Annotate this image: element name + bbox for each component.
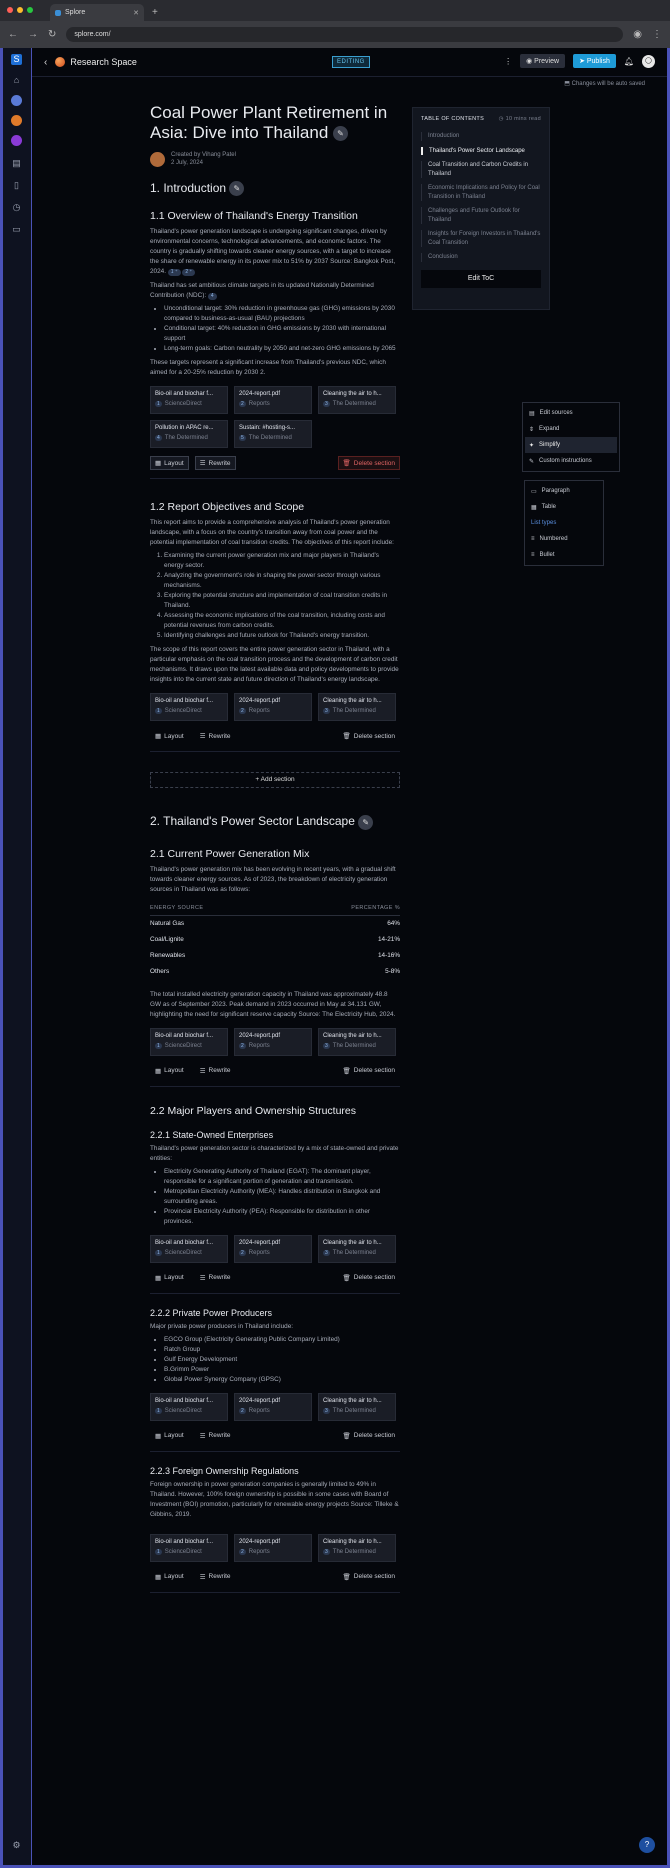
reload-icon[interactable]: ↻: [48, 29, 57, 40]
back-icon[interactable]: ‹: [44, 56, 48, 68]
rewrite-menu: [522, 402, 620, 472]
list-item: 4. Assessing the economic implications of the coal transition, including costs and potential revenues from carbon credits.: [164, 611, 400, 631]
section-actions: [150, 1429, 400, 1452]
source-card[interactable]: Cleaning the air to h... 3 The Determined: [318, 386, 396, 414]
list-item: 2. Analyzing the government's role in shaping the power sector through various mechanisms.: [164, 571, 400, 591]
settings-icon[interactable]: ⚙: [12, 1840, 21, 1850]
rewrite-button[interactable]: ☰ Rewrite: [199, 1067, 231, 1075]
edit-section-icon[interactable]: ✎: [229, 181, 244, 196]
document-body: [150, 103, 400, 1593]
subsection-heading[interactable]: 1.1 Overview of Thailand's Energy Transition: [150, 210, 358, 223]
layout-button[interactable]: ▦ Layout: [155, 1573, 184, 1581]
paragraph[interactable]: The scope of this report covers the entire power generation sector in Thailand, with a particular emphasis on the coal transition process and the development of carbon credit mechanisms. It draws upon the latest available data and policy developments to provide insights into the current state and future direction of Thailand's energy landscape.: [150, 646, 399, 684]
menu-item-numbered[interactable]: ≡ Numbered: [531, 536, 568, 542]
left-rail: [3, 48, 31, 1865]
bullet-list[interactable]: [150, 1167, 400, 1227]
autosave-status: ⬒ Changes will be auto saved: [564, 81, 645, 87]
list-item: 3. Exploring the potential structure and implementation of coal transition credits in Thailand.: [164, 591, 400, 611]
section-actions: [150, 729, 400, 752]
maximize-dot[interactable]: [27, 7, 33, 13]
source-cards: [150, 1028, 400, 1056]
help-button[interactable]: ?: [639, 1837, 655, 1853]
list-item: 5. Identifying challenges and future outlook for Thailand's energy transition.: [164, 631, 400, 641]
doc-title[interactable]: Coal Power Plant Retirement in Asia: Dive into Thailand ✎: [150, 103, 388, 142]
toc-item[interactable]: Coal Transition and Carbon Credits in Thailand: [421, 161, 541, 178]
paragraph[interactable]: Foreign ownership in power generation companies is generally limited to 49% in Thailand. However, 100% foreign ownership is possible in some cases with Board of Investment (BOI) promotion, particularly for renewable energy projects Source: Tilleke & Gibbins, 2019.: [150, 1480, 399, 1518]
paragraph[interactable]: Major private power producers in Thailand include:: [150, 1322, 294, 1330]
section-actions: [150, 1064, 400, 1087]
delete-section-button[interactable]: 🗑︎ Delete section: [342, 1432, 395, 1440]
source-cards: [150, 693, 400, 721]
toc-item[interactable]: Conclusion: [421, 253, 541, 262]
browser-menu-icon[interactable]: ⋮: [652, 29, 662, 40]
paragraph[interactable]: Thailand has set ambitious climate targets in its updated Nationally Determined Contribution (NDC): 4: [150, 282, 374, 300]
table-of-contents: TABLE OF CONTENTS ◷ 10 mins read Introduction Thailand's Power Sector Landscape Coal Transition and Carbon Credits in Thailand Economic Implications and Policy for Coal Transition in Thailand Challenges and Future Outlook for Thailand Insights for Foreign Investors in Thailand's Coal Transition Conclusion Edit ToC: [412, 107, 550, 310]
list-item: • Global Power Synergy Company (GPSC): [164, 1375, 400, 1385]
section-actions: [150, 1271, 400, 1294]
read-time: ◷ 10 mins read: [498, 116, 541, 122]
list-item: • Provincial Electricity Authority (PEA): Responsible for distribution in other provinces.: [164, 1207, 400, 1227]
source-card[interactable]: Sustain: #hosting-s... 5 The Determined: [234, 420, 312, 448]
space-avatar-icon[interactable]: [11, 95, 22, 106]
forward-arrow-icon[interactable]: →: [28, 29, 38, 40]
toc-item[interactable]: Introduction: [421, 132, 541, 141]
subsubsection-heading[interactable]: 2.2.1 State-Owned Enterprises: [150, 1129, 274, 1140]
chat-icon[interactable]: ▭: [12, 224, 21, 234]
toc-item[interactable]: Insights for Foreign Investors in Thailand's Coal Transition: [421, 230, 541, 247]
list-item: • Long-term goals: Carbon neutrality by 2050 and net-zero GHG emissions by 2065: [164, 344, 400, 354]
edit-toc-button[interactable]: Edit ToC: [421, 270, 541, 288]
paragraph[interactable]: Thailand's power generation landscape is undergoing significant changes, driven by environmental concerns, technological advancements, and economic factors. The country is gradually shifting towards cleaner energy sources, with a target to increase the share of renewable energy in its power mix to 51% by 2037 Source: Bangkok Post, 2024. 1 ⁺ 2 ⁺: [150, 228, 396, 276]
bullet-list[interactable]: [150, 304, 400, 354]
section-actions: [150, 1570, 400, 1593]
menu-item-simplify[interactable]: ✦ Simplify: [525, 437, 617, 453]
section-actions: [150, 456, 400, 479]
editing-badge: EDITING: [332, 56, 370, 68]
user-avatar[interactable]: ◯: [642, 55, 655, 68]
add-section-button[interactable]: + Add section: [150, 772, 400, 788]
source-card[interactable]: Bio-oil and biochar f... 1 ScienceDirect: [150, 1534, 228, 1562]
table-row: Coal/Lignite 14-21%: [150, 936, 400, 944]
research-space-icon[interactable]: [11, 115, 22, 126]
source-card[interactable]: Bio-oil and biochar f... 1 ScienceDirect: [150, 1393, 228, 1421]
close-tab-icon[interactable]: ✕: [133, 9, 139, 17]
layout-button[interactable]: ▦ Layout: [150, 456, 189, 470]
menu-item-expand[interactable]: ⇕ Expand: [529, 426, 560, 433]
list-item: • Gulf Energy Development: [164, 1355, 400, 1365]
toc-item-active[interactable]: Thailand's Power Sector Landscape: [421, 147, 541, 156]
minimize-dot[interactable]: [17, 7, 23, 13]
layout-menu: [524, 480, 604, 566]
layout-button[interactable]: ▦ Layout: [155, 732, 184, 741]
delete-section-button[interactable]: 🗑︎ Delete section: [342, 1067, 395, 1075]
toc-item[interactable]: Challenges and Future Outlook for Thailand: [421, 207, 541, 224]
new-tab-icon[interactable]: +: [152, 7, 158, 18]
edit-title-icon[interactable]: ✎: [333, 126, 348, 141]
layout-button[interactable]: ▦ Layout: [155, 1067, 184, 1075]
workspace-title: Research Space: [70, 57, 137, 67]
space-globe-icon[interactable]: [11, 135, 22, 146]
source-card[interactable]: 2024-report.pdf 2 Reports: [234, 1235, 312, 1263]
favicon-icon: [55, 10, 61, 16]
list-item: • Conditional target: 40% reduction in GHG emissions by 2030 with international support: [164, 324, 400, 344]
history-icon[interactable]: ◷: [12, 202, 21, 212]
profile-icon[interactable]: ◉: [633, 29, 642, 40]
list-item: • B.Grimm Power: [164, 1365, 400, 1375]
delete-section-button[interactable]: 🗑︎ Delete section: [338, 456, 400, 470]
list-item: • Metropolitan Electricity Authority (MEA): Handles distribution in Bangkok and surrounding areas.: [164, 1187, 400, 1207]
source-card[interactable]: 2024-report.pdf 2 Reports: [234, 1028, 312, 1056]
document-icon[interactable]: ▯: [14, 180, 19, 190]
subsection-heading[interactable]: 2.1 Current Power Generation Mix: [150, 847, 310, 860]
author-avatar: [150, 152, 165, 167]
toc-item[interactable]: Economic Implications and Policy for Coal Transition in Thailand: [421, 184, 541, 201]
edit-section-icon[interactable]: ✎: [358, 815, 373, 830]
more-icon[interactable]: ⋮: [504, 56, 513, 66]
table-row: Others 5-8%: [150, 968, 400, 976]
layout-button[interactable]: ▦ Layout: [155, 1274, 184, 1282]
subsection-heading[interactable]: 1.2 Report Objectives and Scope: [150, 501, 305, 514]
list-item: • Electricity Generating Authority of Thailand (EGAT): The dominant player, responsible for a significant portion of generation and transmission.: [164, 1167, 400, 1187]
menu-item-edit-sources[interactable]: ▤ Edit sources: [529, 410, 573, 417]
source-card[interactable]: Cleaning the air to h... 3 The Determined: [318, 1235, 396, 1263]
source-card[interactable]: Bio-oil and biochar f... 1 ScienceDirect: [150, 386, 228, 414]
section-heading[interactable]: 2. Thailand's Power Sector Landscape ✎: [150, 814, 400, 829]
numbered-list[interactable]: [150, 551, 400, 641]
source-card[interactable]: Cleaning the air to h... 3 The Determined: [318, 693, 396, 721]
paragraph[interactable]: Thailand's power generation sector is characterized by a mix of state-owned and private entities:: [150, 1144, 399, 1162]
app-frame: [0, 48, 670, 1868]
list-item: 1. Examining the current power generation mix and major players in Thailand's energy sector.: [164, 551, 400, 571]
rewrite-button[interactable]: ☰ Rewrite: [199, 1432, 231, 1440]
paragraph[interactable]: The total installed electricity generation capacity in Thailand was approximately 48.8 GW as of September 2023. Peak demand in 2023 occurred in May at 34.131 GW, highlighting the need for significant reserve capacity Source: The Electricity Hub, 2024.: [150, 990, 396, 1018]
paragraph[interactable]: These targets represent a significant increase from Thailand's previous NDC, which aimed for a 20-25% reduction by 2030 2.: [150, 359, 386, 377]
paragraph[interactable]: Thailand's power generation mix has been evolving in recent years, with a gradual shift towards cleaner energy sources. As of 2023, the breakdown of electricity generation sources in Thailand was as follows:: [150, 865, 396, 893]
source-cards: [150, 1534, 400, 1562]
source-cards: [150, 386, 400, 448]
source-card[interactable]: Cleaning the air to h... 3 The Determined: [318, 1534, 396, 1562]
delete-section-button[interactable]: 🗑︎ Delete section: [342, 1274, 395, 1282]
list-item: • EGCO Group (Electricity Generating Public Company Limited): [164, 1335, 400, 1345]
menu-item-bullet[interactable]: ≡ Bullet: [531, 552, 555, 558]
table-row: Renewables 14-16%: [150, 952, 400, 960]
home-icon[interactable]: ⌂: [13, 75, 20, 85]
rewrite-button[interactable]: ☰ Rewrite: [195, 456, 236, 470]
source-card[interactable]: 2024-report.pdf 2 Reports: [234, 1534, 312, 1562]
source-card[interactable]: 2024-report.pdf 2 Reports: [234, 693, 312, 721]
subsubsection-heading[interactable]: 2.2.2 Private Power Producers: [150, 1307, 273, 1318]
source-card[interactable]: Bio-oil and biochar f... 1 ScienceDirect: [150, 1235, 228, 1263]
menu-item-custom-instructions[interactable]: ✎ Custom instructions: [529, 458, 592, 465]
table-row: Natural Gas 64%: [150, 920, 400, 928]
source-cards: [150, 1235, 400, 1263]
rewrite-button[interactable]: ☰ Rewrite: [199, 732, 231, 741]
top-bar: [32, 48, 667, 77]
menu-item-paragraph[interactable]: ▭ Paragraph: [531, 488, 570, 495]
source-card[interactable]: Bio-oil and biochar f... 1 ScienceDirect: [150, 1028, 228, 1056]
library-icon[interactable]: ▤: [12, 158, 21, 168]
list-item: • Unconditional target: 30% reduction in greenhouse gas (GHG) emissions by 2030 compared to business-as-usual (BAU) projections: [164, 304, 400, 324]
bullet-list[interactable]: [150, 1335, 400, 1385]
layout-button[interactable]: ▦ Layout: [155, 1432, 184, 1440]
subsubsection-heading[interactable]: 2.2.3 Foreign Ownership Regulations: [150, 1465, 299, 1476]
source-card[interactable]: 2024-report.pdf 2 Reports: [234, 386, 312, 414]
rewrite-button[interactable]: ☰ Rewrite: [199, 1573, 231, 1581]
generation-mix-table[interactable]: [150, 901, 400, 980]
space-icon: [55, 57, 65, 67]
source-card[interactable]: Pollution in APAC re... 4 The Determined: [150, 420, 228, 448]
delete-section-button[interactable]: 🗑︎ Delete section: [342, 1573, 395, 1581]
table-header: ENERGY SOURCE PERCENTAGE %: [150, 901, 400, 916]
splore-logo-icon[interactable]: S: [11, 54, 22, 65]
close-dot[interactable]: [7, 7, 13, 13]
paragraph[interactable]: This report aims to provide a comprehensive analysis of Thailand's power generation landscape, with a focus on the country's transition away from coal power and the potential implementation of coal transition credits. The objectives of this report include:: [150, 519, 394, 547]
preview-button[interactable]: ◉ Preview: [520, 54, 565, 68]
back-arrow-icon[interactable]: ←: [8, 29, 18, 40]
list-item: • Ratch Group: [164, 1345, 400, 1355]
delete-section-button[interactable]: 🗑︎ Delete section: [342, 732, 395, 741]
source-cards: [150, 1393, 400, 1421]
source-card[interactable]: Cleaning the air to h... 3 The Determined: [318, 1028, 396, 1056]
doc-meta: Created by Vihang Patel 2 July, 2024: [150, 151, 400, 167]
menu-item-table[interactable]: ▦ Table: [531, 504, 557, 511]
section-heading[interactable]: 1. Introduction ✎: [150, 181, 400, 196]
menu-group-list-types: List types: [531, 520, 557, 526]
subsection-heading[interactable]: 2.2 Major Players and Ownership Structures: [150, 1104, 357, 1117]
rewrite-button[interactable]: ☰ Rewrite: [199, 1274, 231, 1282]
notification-bell-icon[interactable]: 🔔︎: [623, 56, 634, 66]
main-area: [32, 48, 667, 1865]
source-card[interactable]: Cleaning the air to h... 3 The Determined: [318, 1393, 396, 1421]
publish-button[interactable]: ➤ Publish: [573, 54, 616, 68]
source-card[interactable]: Bio-oil and biochar f... 1 ScienceDirect: [150, 693, 228, 721]
source-card[interactable]: 2024-report.pdf 2 Reports: [234, 1393, 312, 1421]
browser-chrome: [0, 0, 670, 48]
address-bar[interactable]: splore.com/: [66, 27, 623, 42]
browser-tab[interactable]: Splore ✕: [50, 4, 144, 21]
